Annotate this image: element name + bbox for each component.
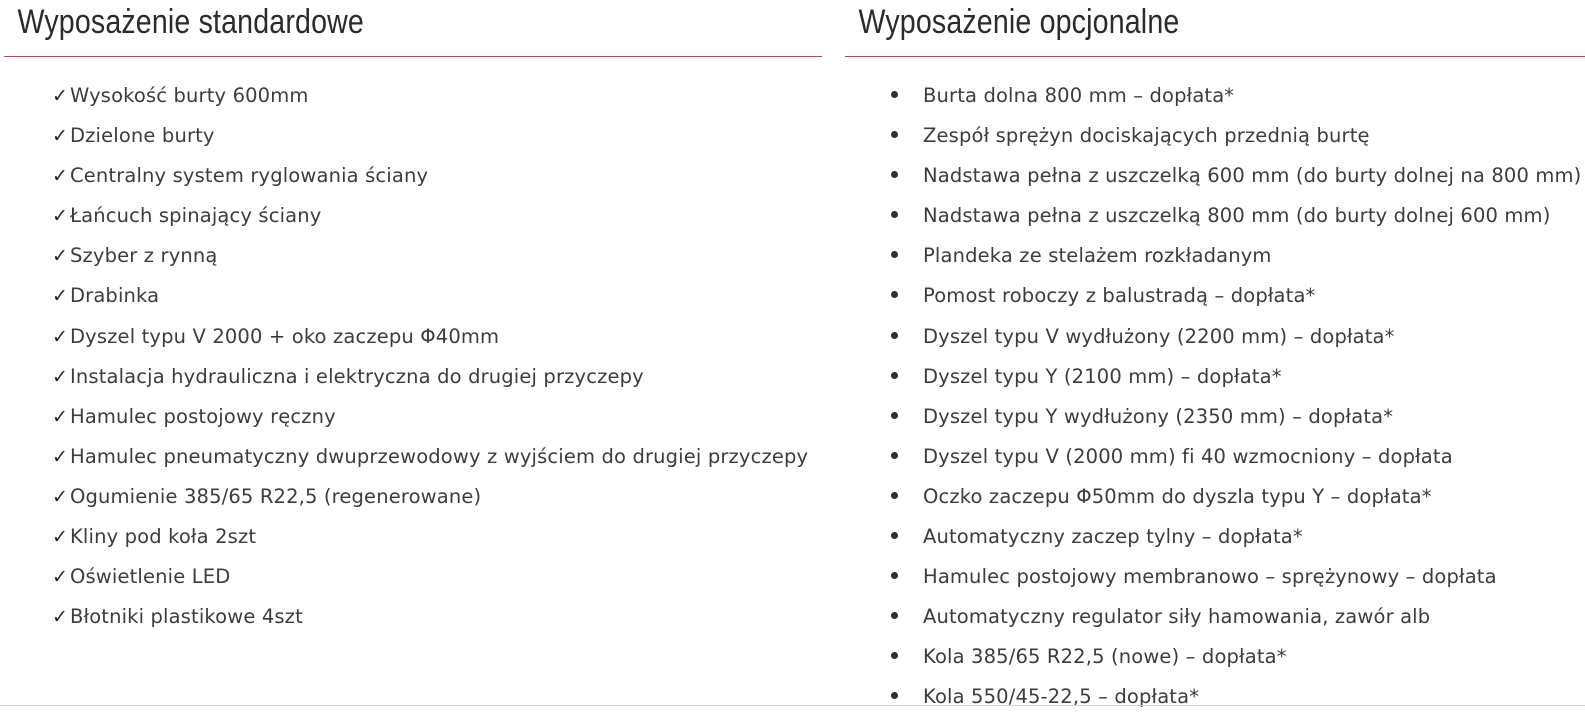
bullet-icon (891, 492, 898, 499)
optional-item-label: Dyszel typu V wydłużony (2200 mm) – dopłata* (923, 324, 1395, 348)
optional-item-label: Dyszel typu Y wydłużony (2350 mm) – dopłata* (923, 404, 1394, 428)
checkmark-icon: ✓ (52, 165, 69, 188)
standard-title-divider (4, 56, 822, 57)
optional-list-item (889, 156, 1581, 196)
bullet-icon (891, 332, 898, 339)
bullet-icon (891, 532, 898, 539)
standard-item-label: Błotniki plastikowe 4szt (70, 605, 303, 629)
optional-list-item (889, 637, 1581, 677)
standard-list-item (52, 276, 808, 316)
bullet-icon (891, 91, 898, 98)
checkmark-icon: ✓ (52, 285, 69, 308)
bullet-icon (891, 171, 898, 178)
checkmark-icon: ✓ (52, 85, 69, 107)
standard-list-item (52, 517, 808, 557)
optional-list-item (889, 276, 1581, 316)
optional-title-divider (845, 56, 1585, 57)
optional-item-label: Hamulec postojowy membranowo – sprężynowy – dopłata (923, 565, 1497, 589)
standard-equipment-title: Wyposażenie standardowe (17, 3, 364, 41)
optional-list-item (889, 557, 1581, 597)
bullet-icon (891, 372, 898, 379)
checkmark-icon: ✓ (52, 365, 69, 388)
standard-item-label: Łańcuch spinający ściany (70, 204, 322, 228)
optional-item-label: Pomost roboczy z balustradą – dopłata* (923, 284, 1316, 308)
bullet-icon (891, 131, 898, 138)
standard-item-label: Szyber z rynną (70, 244, 218, 268)
bullet-icon (891, 452, 898, 459)
optional-item-label: Burta dolna 800 mm – dopłata* (923, 84, 1235, 107)
optional-item-label: Dyszel typu V (2000 mm) fi 40 wzmocniony – dopłata (923, 444, 1453, 468)
bullet-icon (891, 291, 898, 298)
optional-list-item (889, 196, 1581, 236)
checkmark-icon: ✓ (52, 445, 69, 468)
optional-list-item (889, 76, 1581, 116)
standard-equipment-list (52, 76, 808, 637)
standard-item-label: Ogumienie 385/65 R22,5 (regenerowane) (70, 484, 482, 508)
optional-equipment-list (889, 76, 1581, 716)
bullet-icon (891, 211, 898, 218)
optional-list-item (889, 677, 1581, 716)
optional-list-item (889, 597, 1581, 637)
standard-item-label: Kliny pod koła 2szt (70, 525, 257, 549)
standard-list-item (52, 76, 808, 116)
optional-list-item (889, 236, 1581, 276)
bullet-icon (891, 612, 898, 619)
bottom-border (0, 705, 1585, 706)
checkmark-icon: ✓ (52, 125, 69, 148)
checkmark-icon: ✓ (52, 526, 69, 549)
standard-list-item (52, 557, 808, 597)
checkmark-icon: ✓ (52, 245, 69, 268)
standard-item-label: Dyszel typu V 2000 + oko zaczepu Φ40mm (70, 324, 500, 348)
standard-item-label: Oświetlenie LED (70, 565, 231, 589)
standard-list-item (52, 357, 808, 397)
optional-item-label: Kola 550/45-22,5 – dopłata* (923, 685, 1200, 709)
optional-item-label: Automatyczny regulator siły hamowania, zawór alb (923, 605, 1431, 629)
bullet-icon (891, 652, 898, 659)
standard-list-item (52, 116, 808, 156)
standard-list-item (52, 156, 808, 196)
standard-item-label: Dzielone burty (70, 124, 215, 148)
standard-list-item (52, 477, 808, 517)
checkmark-icon: ✓ (52, 606, 69, 629)
standard-list-item (52, 196, 808, 236)
optional-list-item (889, 517, 1581, 557)
checkmark-icon: ✓ (52, 485, 69, 508)
standard-item-label: Instalacja hydrauliczna i elektryczna do drugiej przyczepy (70, 364, 644, 388)
optional-item-label: Automatyczny zaczep tylny – dopłata* (923, 525, 1303, 549)
standard-item-label: Wysokość burty 600mm (70, 84, 309, 107)
bullet-icon (891, 692, 898, 699)
bullet-icon (891, 251, 898, 258)
bullet-icon (891, 412, 898, 419)
checkmark-icon: ✓ (52, 205, 69, 228)
optional-equipment-section (845, 0, 1585, 709)
standard-item-label: Centralny system ryglowania ściany (70, 164, 429, 188)
optional-item-label: Nadstawa pełna z uszczelką 600 mm (do burty dolnej na 800 mm) (923, 164, 1582, 188)
standard-list-item (52, 597, 808, 637)
optional-item-label: Nadstawa pełna z uszczelką 800 mm (do burty dolnej 600 mm) (923, 204, 1551, 228)
optional-list-item (889, 437, 1581, 477)
standard-equipment-section (4, 0, 822, 629)
standard-list-item (52, 437, 808, 477)
standard-item-label: Hamulec pneumatyczny dwuprzewodowy z wyjściem do drugiej przyczepy (70, 444, 809, 468)
standard-list-item (52, 317, 808, 357)
checkmark-icon: ✓ (52, 325, 69, 348)
optional-item-label: Kola 385/65 R22,5 (nowe) – dopłata* (923, 645, 1287, 669)
bullet-icon (891, 572, 898, 579)
optional-list-item (889, 477, 1581, 517)
standard-item-label: Drabinka (70, 284, 160, 308)
optional-list-item (889, 317, 1581, 357)
checkmark-icon: ✓ (52, 405, 69, 428)
optional-item-label: Dyszel typu Y (2100 mm) – dopłata* (923, 364, 1282, 388)
standard-list-item (52, 397, 808, 437)
checkmark-icon: ✓ (52, 566, 69, 589)
standard-list-item (52, 236, 808, 276)
optional-list-item (889, 397, 1581, 437)
optional-equipment-title: Wyposażenie opcjonalne (858, 3, 1180, 41)
optional-list-item (889, 116, 1581, 156)
optional-item-label: Oczko zaczepu Φ50mm do dyszla typu Y – dopłata* (923, 484, 1432, 508)
standard-item-label: Hamulec postojowy ręczny (70, 404, 336, 428)
optional-list-item (889, 357, 1581, 397)
optional-item-label: Zespół sprężyn dociskających przednią burtę (923, 124, 1370, 148)
optional-item-label: Plandeka ze stelażem rozkładanym (923, 244, 1272, 268)
